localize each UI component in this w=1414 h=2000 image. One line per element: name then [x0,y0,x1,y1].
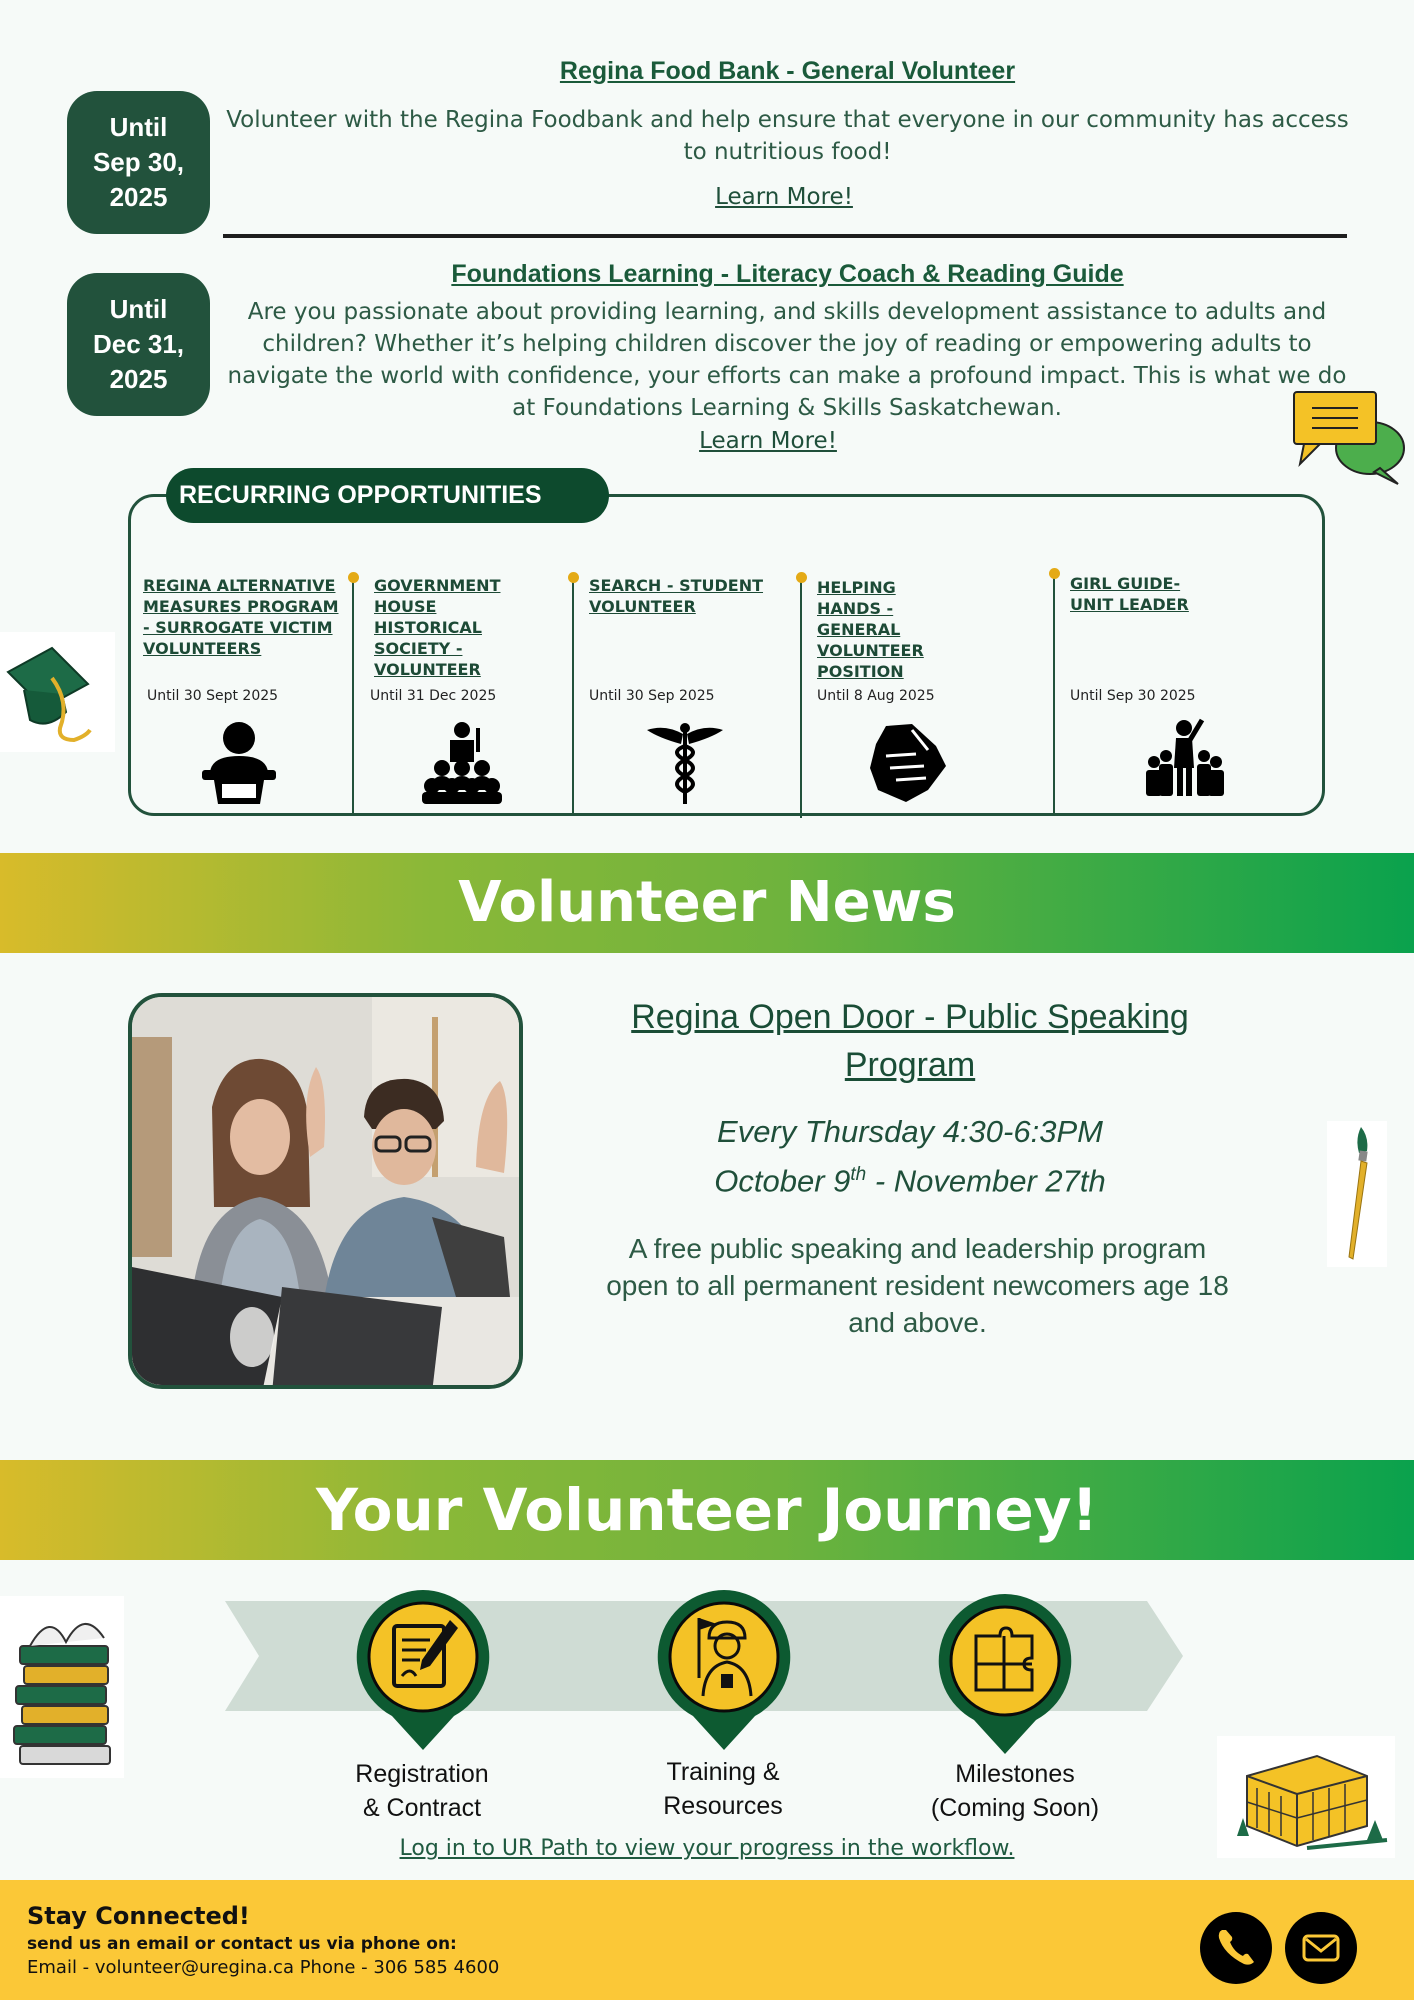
graduation-cap-icon [0,632,115,752]
badge-line: Dec 31, [92,329,185,359]
journey-step-pin [936,1592,1074,1762]
recurring-item-title-link[interactable]: HELPING HANDS - GENERAL VOLUNTEER POSITION [817,578,924,681]
footer-subtitle: send us an email or contact us via phone on: [27,1934,457,1954]
recurring-item-date: Until Sep 30 2025 [1070,688,1196,704]
paintbrush-icon [1327,1121,1387,1267]
news-schedule-line: Every Thursday 4:30-6:3PM [717,1114,1103,1149]
timeline-dot [796,572,807,583]
schedule-end: - November 27th [866,1163,1106,1199]
timeline-dot [1049,568,1060,579]
timeline-dot [348,572,359,583]
recurring-item-date: Until 8 Aug 2025 [817,688,935,704]
news-title-link[interactable]: Regina Open Door - Public Speaking Program [631,998,1189,1084]
step-label-line: Training & [666,1758,780,1786]
step-label-line: (Coming Soon) [930,1794,1100,1822]
ur-path-login-link[interactable]: Log in to UR Path to view your progress in the workflow. [399,1836,1015,1861]
journey-step-pin [354,1588,492,1758]
date-badge [67,273,210,416]
schedule-ordinal: th [850,1164,867,1185]
handshake-icon [866,720,950,804]
timeline-dot [568,572,579,583]
date-badge [67,91,210,234]
step-label-line: Milestones [955,1760,1075,1788]
journey-step-label [312,1757,532,1825]
step-label-line: Registration [355,1760,489,1788]
journey-step-label [905,1757,1125,1825]
recurring-item-title-link[interactable]: SEARCH - STUDENT VOLUNTEER [589,576,764,616]
divider [223,234,1347,238]
opportunity-description: Volunteer with the Regina Foodbank and help ensure that everyone in our community has access to nutritious food! [226,107,1349,165]
schedule-start: October 9 [714,1163,851,1199]
volunteer-journey-banner: Your Volunteer Journey! [0,1460,1414,1560]
phone-button[interactable] [1200,1912,1272,1984]
badge-line: Sep 30, [92,147,185,177]
badge-line: 2025 [109,182,168,212]
footer-contact: Email - volunteer@uregina.ca Phone - 306 585 4600 [27,1957,500,1978]
volunteer-news-banner: Volunteer News [0,853,1414,953]
learn-more-link[interactable]: Learn More! [715,184,853,210]
step-label-line: Resources [663,1792,783,1820]
column-divider [1053,574,1055,816]
news-schedule-line [590,1153,1230,1202]
footer-title: Stay Connected! [27,1902,250,1930]
recurring-item-date: Until 31 Dec 2025 [370,688,497,704]
group-leader-icon [1142,716,1226,800]
learn-more-link[interactable]: Learn More! [699,428,837,454]
news-photo [128,993,523,1389]
opportunity-description: Are you passionate about providing learning, and skills development assistance to adults and children? Whether it’s helping children discover the joy of reading or empowering adults to navigate the world with confidence, your efforts can make a profound impact. This is what we do at Foundations Learning & Skills Saskatchewan. [227,299,1347,421]
email-icon [1298,1925,1344,1971]
recurring-item-title-link[interactable]: REGINA ALTERNATIVE MEASURES PROGRAM - SURROGATE VICTIM VOLUNTEERS [143,576,339,658]
person-at-desk-icon [198,720,280,804]
recurring-item-title-link[interactable]: GIRL GUIDE- UNIT LEADER [1070,574,1189,614]
badge-line: 2025 [109,364,168,394]
caduceus-icon [645,722,725,804]
news-description: A free public speaking and leadership program open to all permanent resident newcomers age 18 and above. [606,1233,1229,1338]
recurring-item-title-link[interactable]: GOVERNMENT HOUSE HISTORICAL SOCIETY - VOLUNTEER [374,576,501,679]
column-divider [352,578,354,816]
recurring-header: RECURRING OPPORTUNITIES [166,468,609,523]
chat-bubbles-icon [1290,388,1408,486]
column-divider [572,578,574,816]
badge-line: Until [109,294,168,324]
recurring-item-date: Until 30 Sep 2025 [589,688,715,704]
journey-step-label [613,1755,833,1823]
column-divider [800,578,802,818]
recurring-item-date: Until 30 Sept 2025 [147,688,279,704]
opportunity-title-link[interactable]: Foundations Learning - Literacy Coach & Reading Guide [451,260,1124,288]
badge-line: Until [109,112,168,142]
students-raising-hands-photo [132,997,523,1389]
lecture-audience-icon [420,720,504,804]
books-stack-icon [0,1596,124,1778]
email-button[interactable] [1285,1912,1357,1984]
phone-icon [1214,1926,1258,1970]
journey-step-pin [655,1588,793,1758]
opportunity-title-link[interactable]: Regina Food Bank - General Volunteer [559,57,1016,85]
step-label-line: & Contract [362,1794,482,1822]
